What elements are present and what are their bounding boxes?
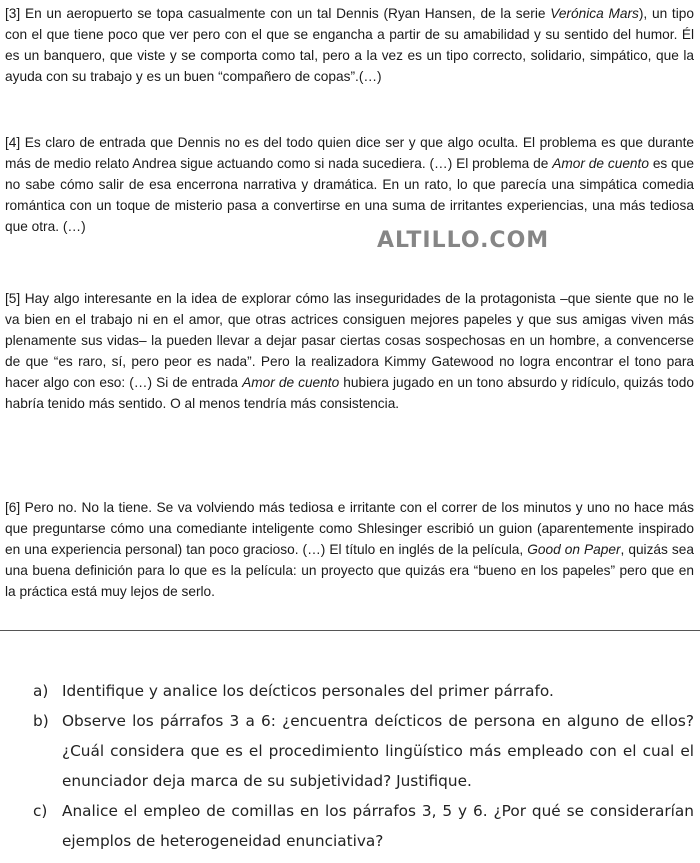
paragraph-4-italic: Amor de cuento: [552, 156, 649, 171]
paragraph-5-italic: Amor de cuento: [242, 375, 340, 390]
paragraph-5-text-cont: hubiera jugado en un tono absurdo y ridículo, quizás todo habría tenido más sentido. O al menos tendría más consistencia.: [5, 375, 694, 411]
question-b: [0, 706, 700, 796]
question-a-text: Identifique y analice los deícticos personales del primer párrafo.: [62, 682, 554, 700]
paragraph-4-text-cont: es que no sabe cómo salir de esa encerrona narrativa y dramática. En un rato, lo que parecía una simpática comedia romántica con un toque de misterio pasa a convertirse en una suma de irritantes experiencias, una más tediosa que otra. (…): [5, 156, 694, 234]
question-b-letter: b): [33, 712, 49, 730]
section-divider: [0, 630, 700, 631]
paragraph-3-text: [3] En un aeropuerto se topa casualmente con un tal Dennis (Ryan Hansen, de la serie: [5, 6, 551, 21]
paragraph-6-italic: Good on Paper: [527, 542, 621, 557]
paragraph-4-text: [4] Es claro de entrada que Dennis no es del todo quien dice ser y que algo oculta. El problema es que durante más de medio relato Andrea sigue actuando como si nada sucediera. (…) El problema de: [5, 135, 694, 171]
question-c-letter: c): [33, 802, 48, 820]
paragraph-3: [5, 3, 694, 87]
paragraph-3-text-cont: ), un tipo con el que tiene poco que ver pero con el que se engancha a partir de su amabilidad y su sentido del humor. Él es un banquero, que viste y se comporta como tal, pero a la vez es un tipo correcto, solidario, simpático, que la ayuda con su trabajo y es un buen “compañero de copas”.(…): [5, 6, 694, 84]
question-list: [0, 676, 700, 856]
question-c-text: Analice el empleo de comillas en los párrafos 3, 5 y 6. ¿Por qué se considerarían ejemplos de heterogeneidad enunciativa?: [62, 802, 694, 850]
paragraph-5-text: [5] Hay algo interesante en la idea de explorar cómo las inseguridades de la protagonista –que siente que no le va bien en el trabajo ni en el amor, que otras actrices consiguen mejores papeles y que sus amigas viven más plenamente sus vidas– la pueden llevar a dejar pasar ciertas cosas sospechosas en un hombre, a convencerse de que “es raro, sí, pero peor es nada”. Pero la realizadora Kimmy Gatewood no logra encontrar el tono para hacer algo con eso: (…) Si de entrada: [5, 291, 694, 390]
paragraph-6-text: [6] Pero no. No la tiene. Se va volviendo más tediosa e irritante con el correr de los minutos y uno no hace más que preguntarse cómo una comediante inteligente como Shlesinger escribió un guion (aparentemente inspirado en una experiencia personal) tan poco gracioso. (…) El título en inglés de la película,: [5, 500, 694, 557]
paragraph-6-text-cont: , quizás sea una buena definición para lo que es la película: un proyecto que quizás era “bueno en los papeles” pero que en la práctica está muy lejos de serlo.: [5, 542, 694, 599]
paragraph-4: [5, 132, 694, 237]
watermark-logo: ALTILLO.COM: [377, 228, 550, 253]
question-c: [0, 796, 700, 856]
paragraph-5: [5, 288, 694, 414]
question-a-letter: a): [33, 682, 49, 700]
question-b-text: Observe los párrafos 3 a 6: ¿encuentra deícticos de persona en alguno de ellos? ¿Cuál considera que es el procedimiento lingüístico más empleado con el cual el enunciador deja marca de su subjetividad? Justifique.: [62, 712, 694, 790]
paragraph-6: [5, 497, 694, 602]
question-a: [0, 676, 700, 706]
paragraph-3-italic: Verónica Mars: [550, 6, 639, 21]
